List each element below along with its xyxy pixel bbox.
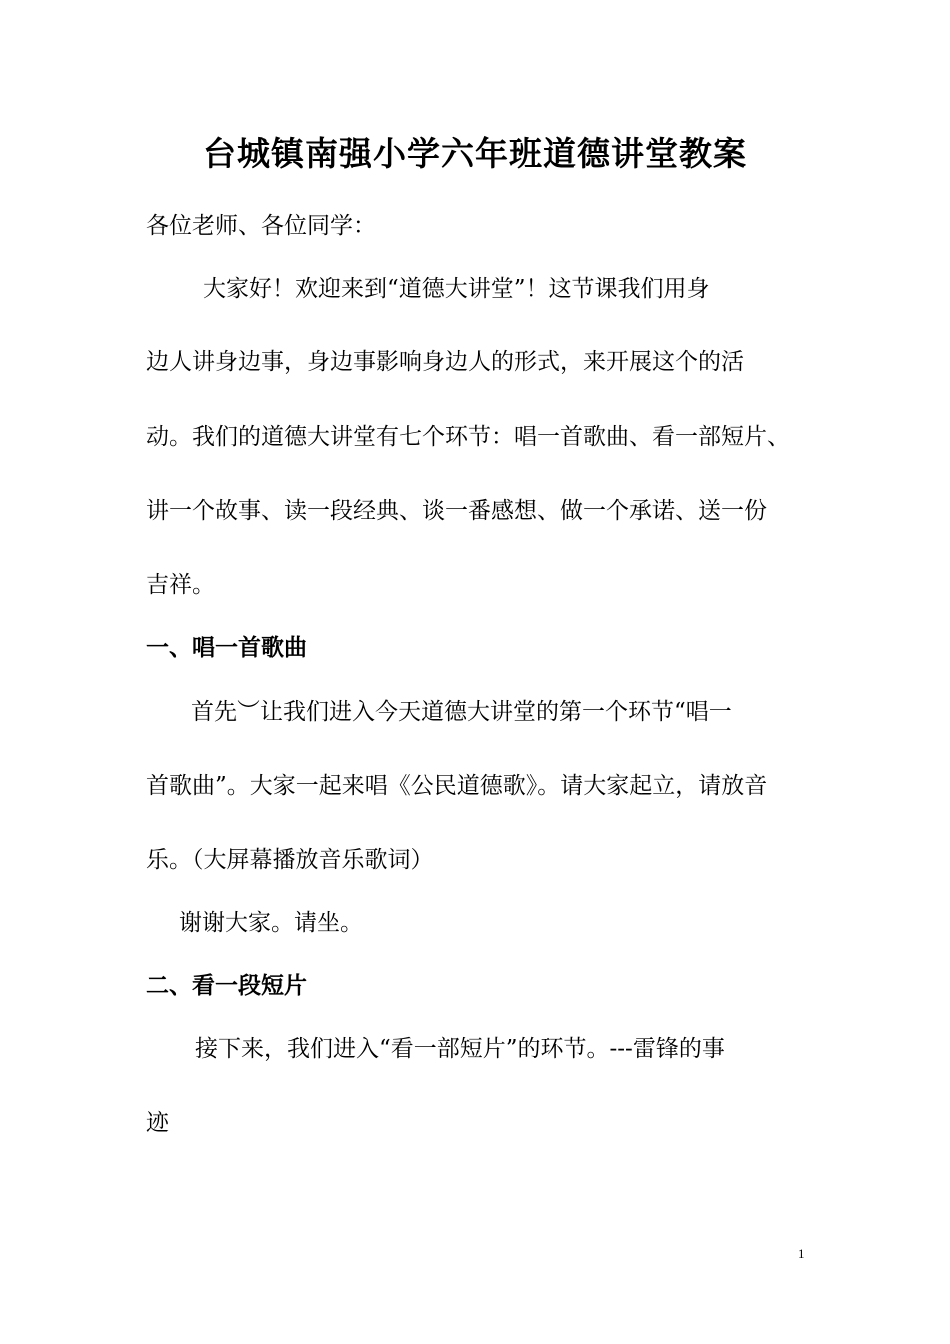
intro-line-5: 吉祥。: [146, 572, 215, 598]
intro-line-2: 边人讲身边事，身边事影响身边人的形式，来开展这个的活: [146, 349, 744, 375]
intro-line-1: 大家好！欢迎来到“道德大讲堂”！这节课我们用身: [203, 276, 710, 302]
intro-line-4: 讲一个故事、读一段经典、谈一番感想、做一个承诺、送一份: [146, 498, 767, 524]
section-1-line-4: 谢谢大家。请坐。: [179, 910, 363, 936]
section-1-line-1: 首先︶让我们进入今天道德大讲堂的第一个环节“唱一: [191, 699, 732, 725]
section-1-heading: 一、唱一首歌曲: [146, 635, 307, 661]
section-1-line-3: 乐。（大屏幕播放音乐歌词）: [146, 847, 434, 873]
intro-line-3: 动。我们的道德大讲堂有七个环节：唱一首歌曲、看一部短片、: [146, 424, 790, 450]
section-2-heading: 二、看一段短片: [146, 973, 307, 999]
section-2-line-1: 接下来，我们进入“看一部短片”的环节。---雷锋的事: [195, 1036, 725, 1062]
document-title: 台城镇南强小学六年班道德讲堂教案: [203, 134, 747, 173]
section-2-line-2: 迹: [146, 1110, 169, 1136]
page-number: 1: [798, 1246, 805, 1261]
greeting: 各位老师、各位同学：: [146, 213, 376, 239]
section-1-line-2: 首歌曲”。大家一起来唱《公民道德歌》。请大家起立，请放音: [146, 773, 768, 799]
